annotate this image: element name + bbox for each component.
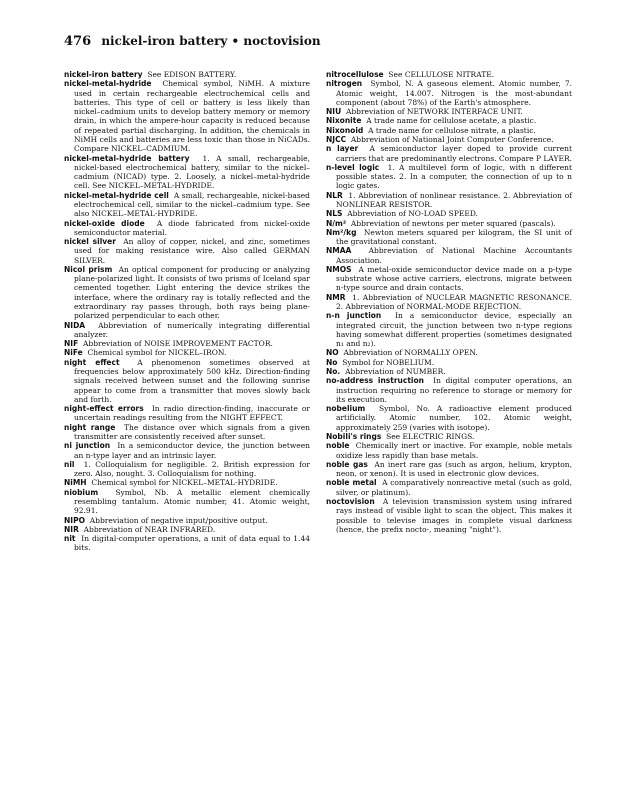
- glossary-entry: [64, 534, 310, 553]
- entry-definition: Abbreviation of NUMBER.: [345, 367, 446, 376]
- running-title: nickel-iron battery • noctovision: [101, 34, 321, 48]
- glossary-entry: [64, 460, 310, 479]
- entry-term: noble metal: [326, 478, 377, 488]
- glossary-entry: [64, 265, 310, 321]
- entry-definition: Abbreviation of negative input/positive output.: [89, 515, 268, 525]
- entry-term: night effect: [64, 357, 120, 367]
- glossary-entry: [326, 293, 572, 312]
- entry-definition: Symbol, N. A gaseous element. Atomic number, 7. Atomic weight, 14.007. Nitrogen is the most-abundant component (about 78%) of the Earth's atmosphere.: [336, 79, 572, 107]
- glossary-entry: [326, 367, 572, 376]
- glossary-entry: [326, 144, 572, 163]
- entry-definition: See CELLULOSE NITRATE.: [388, 70, 495, 79]
- glossary-entry: [326, 116, 572, 125]
- entry-term: nil: [64, 459, 75, 469]
- glossary-entry: [326, 460, 572, 479]
- entry-term: nit: [64, 534, 76, 544]
- entry-term: NMOS: [326, 264, 352, 274]
- entry-term: Nobili's rings: [326, 431, 382, 441]
- entry-definition: 1. Abbreviation of NUCLEAR MAGNETIC RESONANCE. 2. Abbreviation of NORMAL-MODE REJECTION.: [336, 292, 572, 312]
- entry-definition: An inert rare gas (such as argon, helium, krypton, neon, or xenon). It is used in electronic glow devices.: [336, 459, 572, 479]
- entry-term: n-n junction: [326, 311, 382, 321]
- entry-term: No: [326, 357, 338, 367]
- entry-term: NIR: [64, 524, 79, 534]
- entry-definition: Newton meters squared per kilogram, the SI unit of the gravitational constant.: [336, 227, 572, 247]
- entry-term: Nm²/kg: [326, 227, 357, 237]
- glossary-entry: [326, 228, 572, 247]
- entry-definition: See ELECTRIC RINGS.: [386, 431, 475, 441]
- entry-definition: In a semiconductor device, especially an integrated circuit, the junction between two n-type regions having somewhat different properties (sometimes designated n₁ and n₂).: [336, 311, 572, 349]
- glossary-entry: [64, 70, 310, 79]
- entry-definition: A television transmission system using infrared rays instead of visible light to scan the object. This makes it possible to televise images in complete visual darkness (hence, the prefix nocto-, meaning "night").: [336, 496, 572, 534]
- glossary-entry: [326, 79, 572, 107]
- glossary-entry: [326, 126, 572, 135]
- entry-definition: A comparatively nonreactive metal (such as gold, silver, or platinum).: [336, 478, 572, 497]
- entry-definition: Abbreviation of National Machine Accountants Association.: [336, 246, 572, 265]
- entry-term: NMAA: [326, 246, 352, 256]
- entry-term: NiMH: [64, 478, 87, 488]
- entry-definition: Symbol, Nb. A metallic element chemically resembling tantalum. Atomic number, 41. Atomic weight, 92.91.: [74, 487, 310, 516]
- entry-definition: A diode fabricated from nickel-oxide semiconductor material.: [74, 218, 310, 237]
- glossary-entry: [64, 525, 310, 534]
- entry-term: nitrocellulose: [326, 70, 384, 79]
- entry-definition: Abbreviation of numerically integrating differential analyzer.: [74, 320, 310, 339]
- entry-term: nickel-metal-hydride cell: [64, 190, 169, 200]
- glossary-entry: [326, 191, 572, 210]
- entry-term: NLS: [326, 209, 343, 219]
- glossary-entry: [326, 497, 572, 534]
- glossary-entry: [64, 219, 310, 238]
- glossary-entry: [326, 135, 572, 144]
- entry-term: No.: [326, 367, 341, 376]
- entry-term: nitrogen: [326, 79, 363, 89]
- glossary-entry: [64, 339, 310, 348]
- glossary-entry: [326, 219, 572, 228]
- glossary-entry: [326, 70, 572, 79]
- entry-term: nickel-metal-hydride battery: [64, 153, 190, 163]
- glossary-entry: [64, 237, 310, 265]
- entry-term: n-level logic: [326, 162, 380, 172]
- entry-definition: Symbol, No. A radioactive element produced artificially. Atomic number, 102. Atomic weight, approximately 259 (varies with isotope).: [336, 404, 572, 432]
- entry-definition: A metal-oxide semiconductor device made on a p-type substrate whose active carriers, electrons, migrate between n-type source and drain contacts.: [336, 264, 572, 293]
- entry-term: nickel-metal-hydride: [64, 79, 152, 89]
- entry-term: nickel silver: [64, 237, 116, 247]
- entry-definition: A semiconductor layer doped to provide current carriers that are predominantly electrons. Compare P LAYER.: [336, 144, 573, 163]
- entry-term: no-address instruction: [326, 376, 424, 386]
- entry-definition: 1. A small, rechargeable, nickel-based electrochemical battery, similar to the nickel–cadmium (NICAD) type. 2. Loosely, a nickel–metal-hydride cell. See NICKEL–METAL-HYDRIDE.: [74, 153, 310, 191]
- glossary-entry: [326, 246, 572, 265]
- entry-definition: A small, rechargeable, nickel-based electrochemical cell, similar to the nickel–cadmium type. See also NICKEL–METAL-HYDRIDE.: [74, 190, 310, 219]
- entry-term: NJCC: [326, 134, 347, 144]
- entry-term: nickel-oxide diode: [64, 218, 145, 228]
- entry-definition: Abbreviation of National Joint Computer Conference.: [350, 134, 554, 144]
- entry-definition: An alloy of copper, nickel, and zinc, sometimes used for making resistance wire. Also called GERMAN SILVER.: [74, 237, 310, 265]
- glossary-entry: [326, 163, 572, 191]
- glossary-entry: [326, 358, 572, 367]
- entry-term: NLR: [326, 190, 343, 200]
- entry-definition: Chemical symbol for NICKEL–METAL-HYDRIDE.: [91, 478, 278, 488]
- glossary-entry: [64, 154, 310, 191]
- entry-definition: Abbreviation of NETWORK INTERFACE UNIT.: [345, 107, 523, 117]
- entry-definition: See EDISON BATTERY.: [147, 70, 237, 79]
- entry-definition: Chemically inert or inactive. For example, noble metals oxidize less rapidly than base metals.: [336, 441, 572, 460]
- entry-definition: 1. Colloquialism for negligible. 2. British expression for zero. Also, nought. 3. Colloquialism for nothing.: [74, 459, 310, 479]
- entry-term: night-effect errors: [64, 404, 144, 414]
- entry-definition: Chemical symbol for NICKEL–IRON.: [87, 348, 227, 358]
- glossary-entry: [326, 107, 572, 116]
- glossary-entry: [64, 488, 310, 516]
- glossary-entry: [64, 423, 310, 442]
- entry-term: niobium: [64, 487, 99, 497]
- glossary-entry: [64, 516, 310, 525]
- entry-term: nickel-iron battery: [64, 70, 143, 79]
- glossary-entry: [326, 404, 572, 432]
- entry-term: Nixonite: [326, 116, 362, 126]
- glossary-entry: [64, 79, 310, 153]
- entry-term: ni junction: [64, 441, 111, 451]
- glossary-entry: [64, 478, 310, 487]
- entry-definition: Symbol for NOBELIUM.: [342, 357, 435, 367]
- entry-definition: Abbreviation of NORMALLY OPEN.: [343, 348, 478, 358]
- entry-term: noctovision: [326, 496, 375, 506]
- entry-term: nobelium: [326, 404, 366, 414]
- entry-definition: In a semiconductor device, the junction between an n-type layer and an intrinsic layer.: [74, 441, 310, 460]
- glossary-entry: [326, 348, 572, 357]
- entry-definition: Abbreviation of newtons per meter squared (pascals).: [350, 218, 556, 228]
- entry-term: N/m²: [326, 218, 347, 228]
- entry-term: NIPO: [64, 515, 85, 525]
- entry-term: NiFe: [64, 348, 83, 358]
- glossary-entry: [326, 432, 572, 441]
- glossary-entry: [326, 478, 572, 497]
- glossary-entry: [326, 311, 572, 348]
- glossary-entry: [326, 265, 572, 293]
- entry-definition: Chemical symbol, NiMH. A mixture used in certain rechargeable electrochemical cells and batteries. This type of cell or battery is less likely than nickel–cadmium units to develop battery memory or memory drain, in which the ampere-hour capacity is reduced because of repeated partial discharging. In addition, the chemicals in NiMH cells and batteries are less toxic than those in NiCADs. Compare NICKEL–CADMIUM.: [74, 79, 310, 154]
- entry-definition: Abbreviation of NO-LOAD SPEED.: [347, 209, 478, 219]
- glossary-entry: [64, 348, 310, 357]
- glossary-entry: [326, 376, 572, 404]
- entry-definition: 1. Abbreviation of nonlinear resistance. 2. Abbreviation of NONLINEAR RESISTOR.: [336, 190, 572, 209]
- entry-definition: 1. A multilevel form of logic, with n different possible states. 2. In a computer, the connection of up to n logic gates.: [336, 162, 572, 191]
- entry-term: NMR: [326, 292, 346, 302]
- entry-term: NO: [326, 348, 339, 358]
- entry-term: NIU: [326, 107, 342, 117]
- entry-term: n layer: [326, 144, 359, 154]
- entry-term: night range: [64, 422, 116, 432]
- right-column: [326, 70, 572, 534]
- glossary-entry: [326, 209, 572, 218]
- entry-definition: An optical component for producing or analyzing plane-polarized light. It consists of two prisms of Iceland spar cemented together. Light entering the device strikes the interface, where the ordinary ray is totally reflected and the extraordinary ray passes through, both rays being plane-polarized perpendicular to each other.: [74, 264, 310, 321]
- glossary-entry: [64, 404, 310, 423]
- entry-definition: In digital computer operations, an instruction requiring no reference to storage or memory for its execution.: [336, 376, 572, 404]
- entry-term: Nixonoid: [326, 125, 364, 135]
- glossary-entry: [64, 441, 310, 460]
- entry-term: NIF: [64, 339, 79, 349]
- left-column: [64, 70, 310, 553]
- entry-term: NIDA: [64, 320, 86, 330]
- glossary-entry: [64, 321, 310, 340]
- entry-definition: The distance over which signals from a given transmitter are consistently received after sunset.: [74, 422, 310, 441]
- entry-definition: A trade name for cellulose nitrate, a plastic.: [368, 125, 536, 135]
- entry-definition: Abbreviation of NEAR INFRARED.: [83, 524, 216, 534]
- entry-definition: A phenomenon sometimes observed at frequencies below approximately 500 kHz. Direction-finding signals received between sunset and the following sunrise appear to come from a transmitter that moves slowly back and forth.: [74, 357, 310, 404]
- entry-definition: In radio direction-finding, inaccurate or uncertain readings resulting from the NIGHT EFFECT.: [74, 404, 310, 423]
- page-number: 476: [64, 34, 92, 49]
- glossary-entry: [64, 191, 310, 219]
- entry-term: noble: [326, 441, 350, 451]
- entry-definition: In digital-computer operations, a unit of data equal to 1.44 bits.: [74, 534, 310, 553]
- glossary-entry: [326, 441, 572, 460]
- entry-term: noble gas: [326, 459, 368, 469]
- running-header: [64, 34, 321, 49]
- entry-term: Nicol prism: [64, 264, 113, 274]
- entry-definition: Abbreviation of NOISE IMPROVEMENT FACTOR.: [82, 339, 273, 349]
- glossary-entry: [64, 358, 310, 404]
- entry-definition: A trade name for cellulose acetate, a plastic.: [366, 116, 537, 126]
